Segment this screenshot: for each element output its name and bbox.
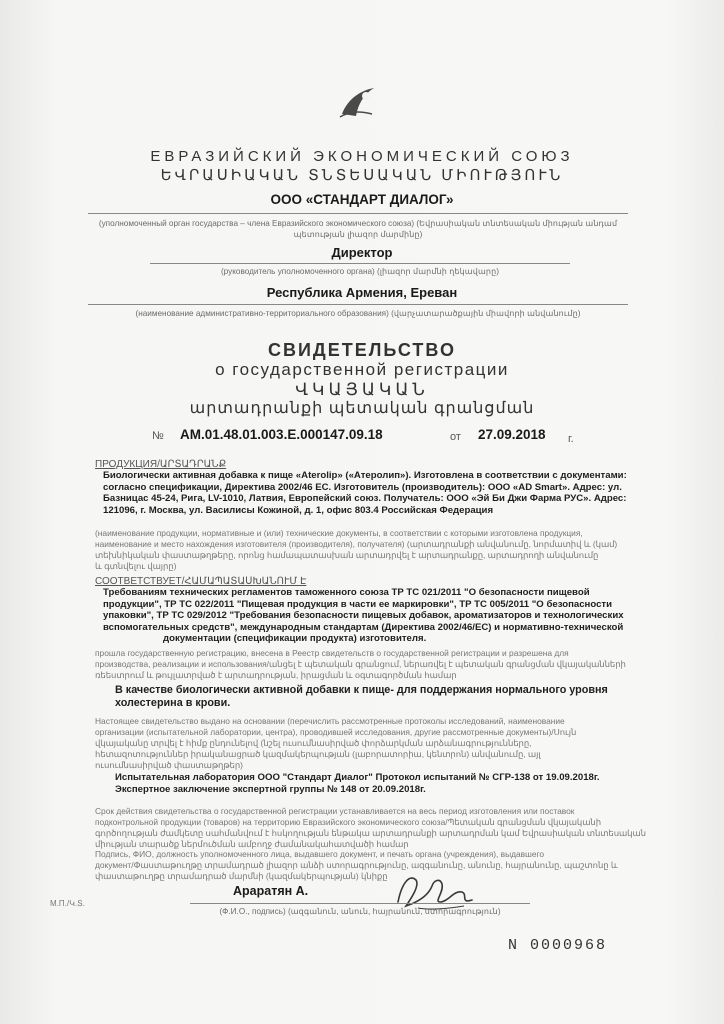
divider: [150, 263, 570, 264]
validity-caption: [95, 806, 665, 850]
serial-digits: 0000968: [530, 937, 608, 954]
text-line: В качестве биологически активной добавки к пище- для поддержания нормального уровня: [115, 684, 608, 696]
product-label: ПРОДУКЦИЯ/ԱՐՏԱԴՐԱՆՔ: [95, 459, 227, 470]
text-line: упаковки", ТР ТС 029/2012 "Требования безопасности пищевых добавок, ароматизаторов и технологических: [103, 610, 624, 621]
caption-line: հետազոտություններ իրականացրած կազմակերպության (լաբորատորիա, կենտրոն) անվանումը, այլ: [95, 749, 541, 759]
serial-prefix: N: [508, 937, 520, 954]
caption-line: Настоящее свидетельство выдано на основании (перечислить рассмотренные протоколы исследований, наименование: [95, 716, 565, 726]
conformity-caption: [95, 648, 665, 681]
registration-date: 27.09.2018: [478, 427, 546, 442]
caption-line: Подпись, ФИО, должность уполномоченного лица, выдавшего документ, и печать органа (учреждения), выдавшего: [95, 849, 545, 859]
text-line: 121096, г. Москва, ул. Василисы Кожиной, д. 1, офис 803.4 Российская Федерация: [103, 504, 494, 516]
caption-line: ռեեստրում և թույլատրված է արտադրության, իրացման և օգտագործման համար: [95, 670, 457, 680]
position-caption: (руководитель уполномоченного органа) (լիազոր մարմնի ղեկավարը): [220, 267, 500, 276]
divider: [88, 213, 628, 214]
product-description: [103, 470, 663, 516]
text-line: Биологически активная добавка к пище «Aterolip» («Атеролип»). Изготовлена в соответствии с документами:: [103, 470, 627, 481]
caption-line: производства, реализации и использования/անցել է պետական գրանցում, ներառվել է պետական գրանցման վկայականների: [95, 659, 626, 669]
caption-line: գործողության ժամկետը սահմանվում է հսկողության ենթակա արտադրանքի արտադրման կամ Եվրասիական տնտեսական: [95, 828, 646, 838]
text-line: Базницас 45-24, Рига, LV-1010, Латвия, Европейский союз. Получатель: ООО «Эй Би Джи Фарма РУС». Адрес:: [103, 493, 627, 504]
union-name-am: ԵՎՐԱՍԻԱԿԱՆ ՏՆՏԵՍԱԿԱՆ ՄԻՈՒԹՅՈՒՆ: [160, 167, 564, 184]
signature-caption: [95, 849, 665, 882]
divider: [88, 304, 628, 305]
basis-text: [115, 772, 675, 795]
text-line: Испытательная лаборатория ООО "Стандарт Диалог" Протокол испытаний № СГР-138 от 19.09.2018г.: [115, 772, 600, 783]
text-line: документации (спецификации продукта) изготовителя.: [163, 633, 427, 644]
text-line: продукции", ТР ТС 022/2011 "Пищевая продукция в части ее маркировки", ТР ТС 005/2011 "О безопасности: [103, 598, 613, 610]
caption-line: տեխնիկական փաստաթղթերը, որոնց համապատասխան արտադրվել է արտադրանքը, արտադրողի անվանումը: [95, 550, 599, 560]
date-label: от: [450, 431, 461, 443]
signer-name: Араратян А.: [233, 884, 309, 898]
issuer-name: ООО «СТАНДАРТ ДИАЛОГ»: [270, 192, 454, 207]
caption-line: организации (испытательной лаборатории, центра), проводившей исследования, другие рассмотренные документы)/Սույն: [95, 727, 577, 737]
text-line: согласно спецификации, Директива 2002/46 ЕС. Изготовитель (производитель): ООО «AD Smart». Адрес: ул.: [103, 481, 622, 493]
caption-line: подконтрольной продукции (товаров) на территорию Евразийского экономического союза/Պետական գրանցման վկայականի: [95, 817, 601, 827]
location-caption: (наименование административно-территориального образования) (վարչատարածքային միավորի անվանումը): [135, 309, 581, 318]
registration-number: AM.01.48.01.003.E.000147.09.18: [180, 427, 383, 442]
fio-caption: (Ф.И.О., подпись) (ազգանուն, անուն, հայրանուն, ստորագրություն): [219, 907, 501, 916]
issuer-caption: (уполномоченный орган государства – члена Евразийского экономического союза) (Եվրասիական տնտեսական միության անդամ պետության լիազոր մարմինը): [98, 219, 618, 239]
divider: [190, 903, 530, 904]
subtitle-am: արտադրանքի պետական գրանցման: [189, 400, 535, 417]
caption-line: (наименование продукции, нормативные и (или) технические документы, в соответствии с которыми изготовлена продукция,: [95, 528, 583, 538]
title-ru: СВИДЕТЕЛЬСТВО: [268, 340, 456, 360]
subtitle-ru: о государственной регистрации: [215, 360, 509, 379]
union-name-ru: ЕВРАЗИЙСКИЙ ЭКОНОМИЧЕСКИЙ СОЮЗ: [150, 148, 574, 165]
text-line: вспомогательных средств", международным стандартам (Директива 2002/46/EC) и нормативно-технической: [103, 621, 624, 633]
caption-line: ուսումնասիրված փաստաթղթեր): [95, 760, 243, 770]
location: Республика Армения, Ереван: [266, 285, 458, 300]
product-caption: [95, 528, 665, 572]
number-label: №: [152, 430, 164, 442]
conformity-label: СООТВЕТСТВУЕТ/ՀԱՄԱՊԱՏԱՍԽԱՆՈՒՄ Է: [95, 576, 307, 587]
caption-line: наименование и место нахождения изготовителя (производителя), получателя) (արտադրանքի անվանումը, նորմատիվ և (կամ): [95, 539, 618, 549]
basis-caption: [95, 716, 665, 771]
year-suffix: г.: [568, 433, 574, 445]
serial-number: [508, 937, 607, 954]
text-line: Экспертное заключение экспертной группы № 148 от 20.09.2018г.: [115, 783, 426, 795]
conformity-text: [103, 587, 669, 645]
title-am: ՎԿԱՅԱԿԱՆ: [295, 380, 429, 399]
caption-line: Срок действия свидетельства о государственной регистрации устанавливается на весь период изготовления или поставок: [95, 806, 575, 816]
eaeu-logo-icon: [338, 84, 378, 120]
position: Директор: [331, 245, 393, 260]
caption-line: վկայականը տրվել է հիմք ընդունելով (նշել ուսումնասիրված փորձարկման արձանագրությունները,: [95, 738, 532, 748]
caption-line: և գտնվելու վայրը): [95, 561, 177, 571]
text-line: Требованиям технических регламентов таможенного союза ТР ТС 021/2011 "О безопасности пищевой: [103, 587, 590, 598]
caption-line: документ/Փաստաթուղթը տրամադրած լիազոր անձի ստորագրությունը, ազգանունը, անունը, հայրանունը, պաշտոնը և: [95, 860, 618, 870]
purpose-text: [115, 684, 675, 710]
caption-line: միության տարածք ներմուծման ամբողջ ժամանակահատվածի համար: [95, 839, 409, 849]
caption-line: փաստաթուղթը տրամադրած մարմնի (կազմակերպության) կնիքը: [95, 871, 388, 881]
text-line: холестерина в крови.: [115, 697, 231, 709]
stamp-label: М.П./Կ.Տ.: [50, 899, 86, 908]
caption-line: прошла государственную регистрацию, внесена в Реестр свидетельств о государственной регистрации и разрешена для: [95, 648, 569, 658]
